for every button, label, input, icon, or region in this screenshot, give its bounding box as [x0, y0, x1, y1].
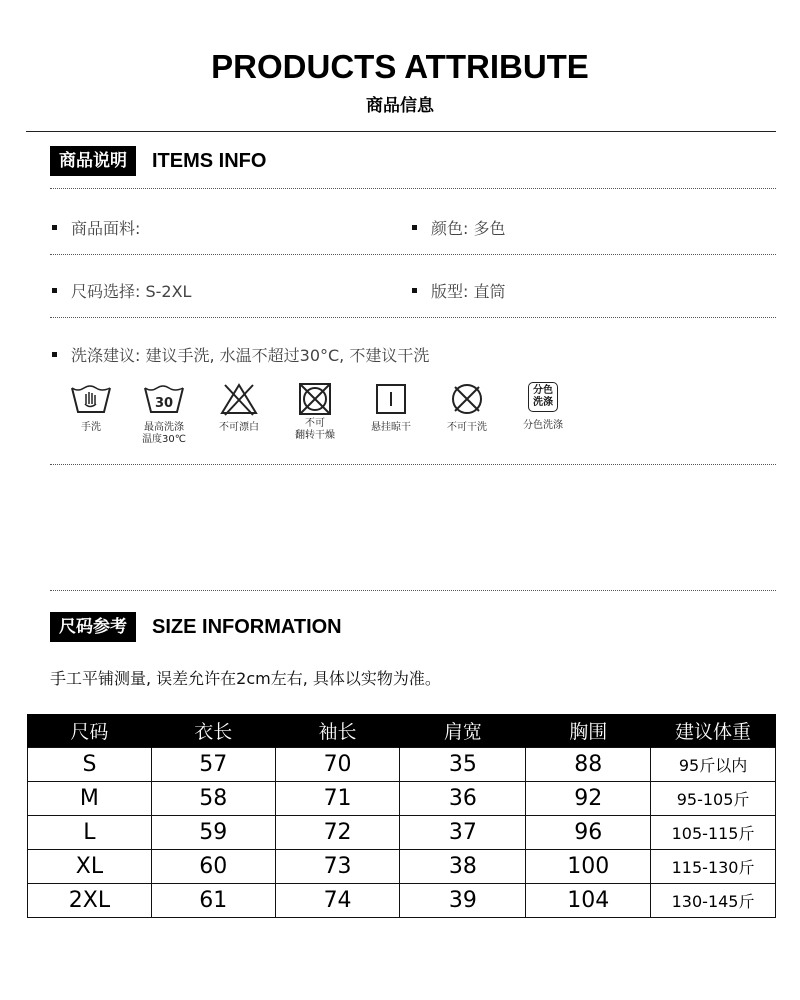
no-bleach-icon	[219, 382, 259, 416]
attr-fit	[412, 279, 505, 302]
wash-30-icon	[142, 382, 186, 416]
attr-color-text: 颜色: 多色	[431, 219, 506, 238]
care-item	[204, 382, 274, 434]
attr-color	[412, 216, 505, 239]
care-item	[280, 382, 350, 442]
column-header: 肩宽	[400, 714, 526, 747]
care-label: 不可 翻转干燥	[295, 418, 335, 441]
care-label: 悬挂晾干	[371, 422, 411, 433]
table-cell: 105-115斤	[651, 815, 776, 849]
attr-wash	[52, 343, 429, 366]
care-label: 分色洗涤	[523, 420, 563, 431]
care-label: 不可漂白	[219, 422, 259, 433]
bullet-icon	[412, 288, 417, 293]
table-cell: 73	[275, 849, 400, 883]
column-header: 建议体重	[651, 714, 776, 747]
table-cell: 104	[526, 883, 651, 917]
page-subtitle: 商品信息	[366, 96, 434, 116]
table-cell: 2XL	[28, 883, 152, 917]
column-header: 尺码	[28, 714, 152, 747]
table-row	[28, 883, 776, 917]
table-row	[28, 815, 776, 849]
table-cell: 72	[275, 815, 400, 849]
bullet-icon	[412, 225, 417, 230]
divider	[50, 464, 776, 465]
attr-fabric	[52, 216, 140, 239]
column-header: 胸围	[526, 714, 651, 747]
table-cell: 95-105斤	[651, 781, 776, 815]
table-cell: 39	[400, 883, 526, 917]
table-cell: 88	[526, 747, 651, 781]
table-cell: S	[28, 747, 152, 781]
table-cell: 71	[275, 781, 400, 815]
items-info-tag: 商品说明	[50, 146, 136, 176]
hand-wash-icon	[69, 382, 113, 416]
column-header: 衣长	[151, 714, 275, 747]
table-cell: 61	[151, 883, 275, 917]
care-item	[56, 382, 126, 434]
size-table	[27, 714, 776, 918]
table-cell: 37	[400, 815, 526, 849]
care-label: 手洗	[81, 422, 101, 433]
column-header: 袖长	[275, 714, 400, 747]
care-icons	[56, 382, 596, 452]
care-item	[432, 382, 502, 434]
table-cell: 95斤以内	[651, 747, 776, 781]
measurement-note: 手工平铺测量, 误差允许在2cm左右, 具体以实物为准。	[50, 669, 441, 688]
items-info-header	[50, 146, 266, 176]
table-cell: XL	[28, 849, 152, 883]
table-cell: 35	[400, 747, 526, 781]
table-cell: 60	[151, 849, 275, 883]
table-cell: 96	[526, 815, 651, 849]
table-header-row	[28, 714, 776, 747]
care-item	[129, 382, 199, 446]
table-cell: M	[28, 781, 152, 815]
divider	[50, 254, 776, 255]
size-info-title: SIZE INFORMATION	[152, 615, 342, 638]
attr-fabric-text: 商品面料:	[71, 219, 141, 238]
table-cell: 36	[400, 781, 526, 815]
table-cell: 58	[151, 781, 275, 815]
bullet-icon	[52, 225, 57, 230]
divider	[50, 188, 776, 189]
table-row	[28, 849, 776, 883]
wash-temp-badge: 30	[154, 396, 174, 411]
table-cell: 100	[526, 849, 651, 883]
page-title: PRODUCTS ATTRIBUTE	[211, 48, 589, 85]
bullet-icon	[52, 288, 57, 293]
table-row	[28, 747, 776, 781]
table-cell: 38	[400, 849, 526, 883]
table-cell: 92	[526, 781, 651, 815]
no-dry-clean-icon	[449, 382, 485, 416]
care-item	[508, 382, 578, 432]
care-label: 最高洗涤 温度30℃	[142, 422, 186, 445]
table-cell: 115-130斤	[651, 849, 776, 883]
divider	[50, 590, 776, 591]
attr-wash-text: 洗涤建议: 建议手洗, 水温不超过30°C, 不建议干洗	[71, 346, 430, 365]
table-cell: 70	[275, 747, 400, 781]
table-cell: 74	[275, 883, 400, 917]
attr-size	[52, 279, 191, 302]
no-tumble-dry-icon	[297, 382, 333, 416]
table-row	[28, 781, 776, 815]
care-item	[356, 382, 426, 434]
attr-size-text: 尺码选择: S-2XL	[71, 282, 192, 301]
wash-separately-icon: 分色 洗涤	[528, 382, 558, 412]
care-label: 不可干洗	[447, 422, 487, 433]
items-info-title: ITEMS INFO	[152, 149, 267, 172]
bullet-icon	[52, 352, 57, 357]
divider	[50, 317, 776, 318]
attr-fit-text: 版型: 直筒	[431, 282, 506, 301]
size-info-header	[50, 612, 342, 642]
table-cell: 59	[151, 815, 275, 849]
table-cell: 130-145斤	[651, 883, 776, 917]
divider	[26, 131, 776, 132]
size-info-tag: 尺码参考	[50, 612, 136, 642]
table-cell: L	[28, 815, 152, 849]
table-cell: 57	[151, 747, 275, 781]
line-dry-icon	[373, 382, 409, 416]
